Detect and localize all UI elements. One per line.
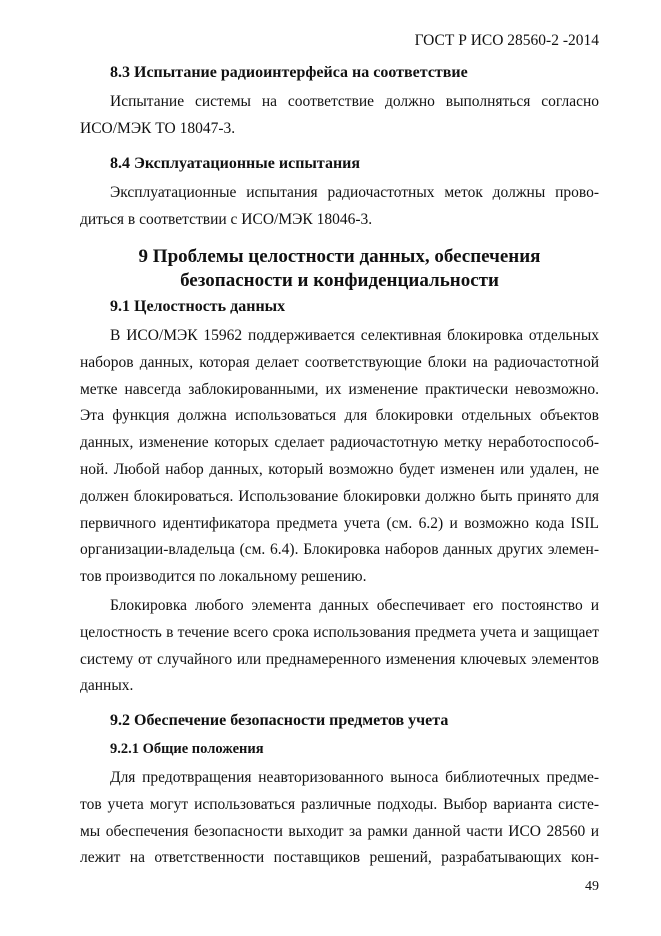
section-9-1-heading: 9.1 Целостность данных [110,298,286,315]
section-9-1-paragraph-2 [80,593,599,700]
section-8-4-heading: 8.4 Эксплуатационные испытания [110,155,361,172]
text-line: лежит на ответственности поставщиков решений, разрабатывающих кон- [80,849,599,867]
page-number: 49 [585,879,599,894]
text-line: Испытание системы на соответствие должно выполняться согласно [110,93,599,110]
text-line: организации-владельца (см. 6.4). Блокировка наборов данных других элемен- [80,541,599,559]
text-line: наборов данных, которая делает соответствующие блоки на радиочастотной [80,353,599,371]
page-header-standard: ГОСТ Р ИСО 28560-2 -2014 [414,32,599,49]
text-line: ИСО/МЭК ТО 18047-3. [80,119,236,137]
section-9-2-heading: 9.2 Обеспечение безопасности предметов учета [110,712,449,729]
text-line: ной. Любой набор данных, который возможно будет изменен или удален, не [80,460,599,478]
text-line: диться в соответствии с ИСО/МЭК 18046-3. [80,210,373,228]
text-line: должен блокироваться. Использование блокировки должно быть принято для [80,487,599,505]
section-8-3-body [80,89,599,143]
text-line: данных. [80,677,134,695]
section-9-2-1-body [80,765,599,872]
text-line: Блокировка любого элемента данных обеспечивает его постоянство и [110,597,599,614]
section-8-3-heading: 8.3 Испытание радиоинтерфейса на соответствие [110,64,468,81]
chapter-9-heading-line2: безопасности и конфиденциальности [180,270,499,291]
text-line: Для предотвращения неавторизованного выноса библиотечных предме- [110,769,599,786]
text-line: целостность в течение всего срока использования предмета учета и защищает [80,623,599,641]
section-9-1-paragraph-1 [80,323,599,591]
text-line: Эта функция должна использоваться для блокировки отдельных объектов [80,407,599,425]
text-line: первичного идентификатора предмета учета (см. 6.2) и возможно кода ISIL [80,514,599,532]
text-line: тов учета могут использоваться различные подходы. Выбор варианта систе- [80,795,599,813]
text-line: метке навсегда заблокированными, их изменение практически невозможно. [80,380,599,398]
chapter-9-heading-line1: 9 Проблемы целостности данных, обеспечения [138,246,541,267]
text-line: Эксплуатационные испытания радиочастотных меток должны прово- [110,184,599,201]
text-line: данных, изменение которых сделает радиочастотную метку неработоспособ- [80,434,599,452]
section-8-4-body [80,180,599,234]
text-line: систему от случайного или преднамеренного изменения ключевых элементов [80,650,599,668]
text-line: В ИСО/МЭК 15962 поддерживается селективная блокировка отдельных [110,327,599,344]
section-9-2-1-heading: 9.2.1 Общие положения [110,741,264,757]
text-line: мы обеспечения безопасности выходит за рамки данной части ИСО 28560 и [80,822,599,840]
text-line: тов производится по локальному решению. [80,568,367,586]
chapter-9-heading [80,245,599,293]
